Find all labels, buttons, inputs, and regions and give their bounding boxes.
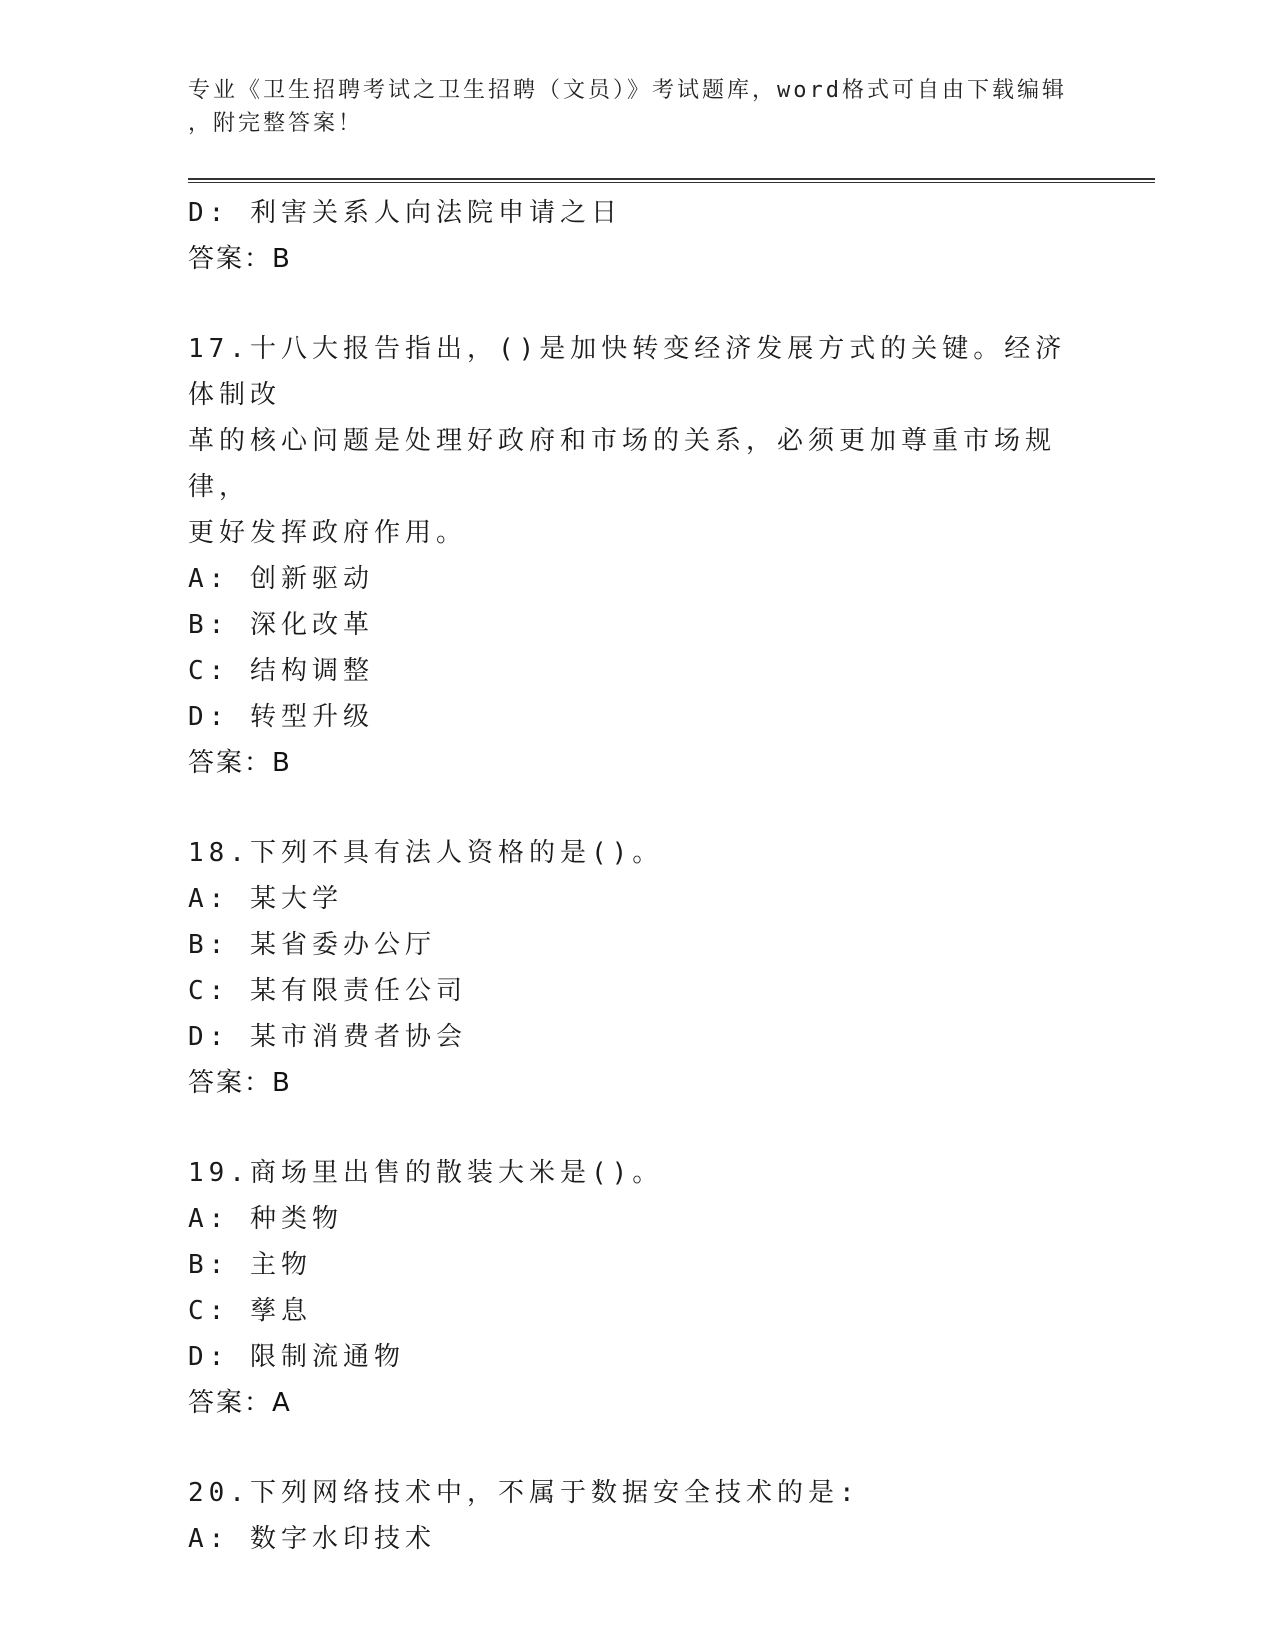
option-b: B: 深化改革 bbox=[188, 610, 374, 640]
header-line-1: 专业《卫生招聘考试之卫生招聘（文员）》考试题库，word格式可自由下载编辑 bbox=[188, 78, 1067, 103]
option-c: C: 孳息 bbox=[188, 1296, 312, 1326]
header-divider bbox=[188, 178, 1155, 180]
option-b: B: 主物 bbox=[188, 1250, 312, 1280]
answer-label: 答案： bbox=[188, 244, 273, 274]
question-20 bbox=[188, 1470, 1088, 1562]
option-d: D: 转型升级 bbox=[188, 702, 374, 732]
answer-line bbox=[188, 236, 1088, 282]
page-header bbox=[188, 74, 1088, 140]
option-a: A: 数字水印技术 bbox=[188, 1524, 436, 1554]
header-divider-thin bbox=[188, 182, 1155, 183]
answer-line bbox=[188, 1060, 1088, 1106]
question-18 bbox=[188, 830, 1088, 1106]
question-stem-line: 20.下列网络技术中，不属于数据安全技术的是: bbox=[188, 1478, 860, 1508]
answer-value: B bbox=[272, 1068, 290, 1098]
answer-value: A bbox=[272, 1388, 290, 1418]
answer-line bbox=[188, 740, 1088, 786]
answer-line bbox=[188, 1380, 1088, 1426]
option-a: A: 某大学 bbox=[188, 884, 343, 914]
answer-value: B bbox=[272, 748, 290, 778]
question-stem-line: 革的核心问题是处理好政府和市场的关系，必须更加尊重市场规律， bbox=[188, 426, 1057, 502]
option-a: A: 种类物 bbox=[188, 1204, 343, 1234]
option-a: A: 创新驱动 bbox=[188, 564, 374, 594]
option-c: C: 结构调整 bbox=[188, 656, 374, 686]
option-d: D: 利害关系人向法院申请之日 bbox=[188, 198, 622, 228]
document-body bbox=[188, 190, 1088, 1562]
question-stem-line: 19.商场里出售的散装大米是()。 bbox=[188, 1158, 664, 1188]
answer-label: 答案： bbox=[188, 1388, 273, 1418]
option-d: D: 某市消费者协会 bbox=[188, 1022, 467, 1052]
answer-label: 答案： bbox=[188, 748, 273, 778]
question-stem-line: 17.十八大报告指出，()是加快转变经济发展方式的关键。经济体制改 bbox=[188, 334, 1067, 410]
option-b: B: 某省委办公厅 bbox=[188, 930, 436, 960]
answer-value: B bbox=[272, 244, 290, 274]
question-stem-line: 18.下列不具有法人资格的是()。 bbox=[188, 838, 664, 868]
answer-label: 答案： bbox=[188, 1068, 273, 1098]
header-line-2: ，附完整答案！ bbox=[188, 111, 364, 136]
previous-question-tail bbox=[188, 190, 1088, 282]
option-d: D: 限制流通物 bbox=[188, 1342, 405, 1372]
question-17 bbox=[188, 326, 1088, 786]
option-c: C: 某有限责任公司 bbox=[188, 976, 467, 1006]
question-19 bbox=[188, 1150, 1088, 1426]
question-stem-line: 更好发挥政府作用。 bbox=[188, 518, 468, 548]
